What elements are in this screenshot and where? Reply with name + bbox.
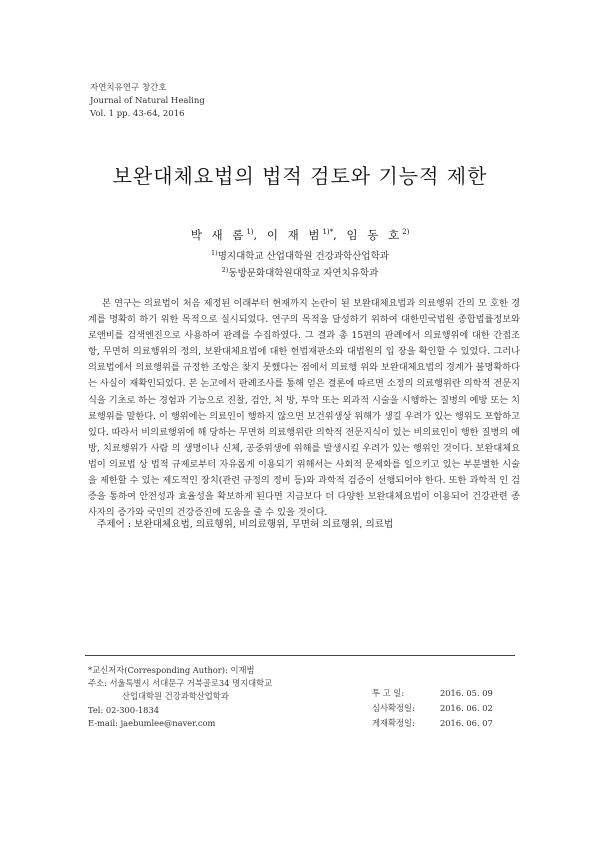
journal-volume: Vol. 1 pp. 43-64, 2016 [90, 109, 185, 119]
author-list [0, 227, 600, 243]
email-line [88, 717, 388, 730]
author-mark: 1) [246, 228, 254, 237]
date-value: 2016. 06. 07 [440, 718, 493, 728]
affiliation [0, 248, 600, 262]
affiliation [0, 265, 600, 279]
paper-title: 보완대체요법의 법적 검토와 기능적 제한 [112, 164, 488, 188]
abstract-line: 인 검증을 통하여 안전성과 효율성을 확보하게 된다면 지금보다 더 다양한 보완대체요법이 이용되어 [88, 475, 521, 503]
date-label: 게재확정일: [372, 718, 415, 728]
abstract [88, 296, 520, 521]
affiliation-mark: 2) [221, 265, 229, 274]
journal-header [90, 82, 205, 121]
abstract-line: 당하는 무면허 의료행위란 의학적 전문지식이 있는 비의료인이 행한 질병의 예방, 치료행위가 사람 [88, 426, 520, 454]
abstract-line: 본 연구는 의료법이 처음 제정된 이래부터 현재까지 논란이 된 보완대체요법과 의료행위 간의 모 [102, 298, 487, 309]
footnote-divider [85, 655, 515, 656]
abstract-line: 의 생명이나 신체, 공중위생에 위해를 발생시킬 우려가 있는 행위인 것이다. 보완대체요법이 의료법 [88, 442, 520, 470]
author-name: 임 동 호 [346, 228, 403, 242]
affiliation-text: 명지대학교 산업대학원 건강과학산업학과 [217, 251, 389, 262]
corresponding-author: *교신저자(Corresponding Author): 이재범 [88, 665, 255, 675]
date-value: 2016. 06. 02 [440, 703, 493, 713]
author-name: 박 새 롬 [190, 228, 247, 242]
address: 주소: 서울특별시 서대문구 거북골로34 명지대학교 [88, 678, 273, 689]
author-name: 이 재 범 [266, 228, 323, 242]
author-separator: , [333, 228, 347, 242]
abstract-line: 장을 확인할 수 있었다. 그러나 의료법에서 의료행위를 규정한 조항은 찾지 못했다는 점에서 의료행 [88, 346, 520, 374]
abstract-line: 종합법률정보와 로앤비를 검색엔진으로 사용하여 판례를 수집하였다. 그 결과 총 15편의 판례에서 [88, 314, 520, 342]
telephone: Tel: 02-300-1834 [88, 704, 160, 715]
keywords: 주제어 : 보완대체요법, 의료행위, 비의료행위, 무면허 의료행위, 의료법 [97, 519, 394, 530]
email-link[interactable]: jaebumlee@naver.com [120, 717, 216, 728]
footnote [88, 664, 388, 730]
abstract-line: 호한 경계를 명확히 하기 위한 목적으로 실시되었다. 연구의 목적을 달성하기 위하여 대한민국법원 [88, 298, 520, 326]
abstract-line: 결론에 따르면 소정의 의료행위란 의학적 전문지식을 기초로 하는 경험과 기능으로 진찰, 검안, 처 [88, 378, 520, 406]
abstract-line: 제한할 수 있는 제도적인 장치(관련 규정의 정비 등)와 과학적 검증이 선행되어야 한다. 또한 과학적 [99, 475, 497, 487]
affiliation-text: 동방문화대학원대학교 자연치유학과 [228, 268, 379, 279]
affiliation-mark: 1) [211, 248, 218, 257]
submission-dates [372, 686, 493, 731]
date-row [372, 686, 493, 701]
author-mark: 2) [402, 228, 410, 237]
author-separator: , [253, 228, 267, 242]
abstract-line: 방, 투약 또는 외과적 시술을 시행하는 질병의 예방 또는 치료행위를 말한다. 이 행위에는 의료인이 [88, 394, 520, 422]
abstract-line: 의료행위에 대한 간접조항, 무면허 의료행위의 정의, 보완대체요법에 대한 헌법재판소와 대법원의 입 [88, 330, 521, 358]
date-label: 심사확정일: [372, 703, 415, 713]
date-row [372, 716, 493, 731]
journal-name-english: Journal of Natural Healing [90, 96, 205, 106]
abstract-paragraph [88, 296, 520, 521]
abstract-line: 위와 보완대체요법의 경계가 불명확하다는 사실이 재확인되었다. 본 논고에서 판례조사를 통해 얻은 [88, 362, 521, 390]
author-mark: 1)* [322, 228, 334, 237]
date-row [372, 701, 493, 716]
email-label: E-mail: [88, 717, 121, 728]
journal-name-korean: 자연치유연구 창간호 [90, 83, 167, 93]
date-label: 투 고 일: [372, 688, 405, 698]
abstract-line: 상 법적 규제로부터 자유롭게 이용되기 위해서는 사회적 문제화를 일으키고 있는 부분별한 시술을 [88, 458, 521, 487]
abstract-line: 행하지 않으면 보건위생상 위해가 생길 우려가 있는 행위도 포함하고 있다. 따라서 비의료행위에 해 [88, 410, 520, 438]
abstract-line: 건강관련 종사자의 증가와 국민의 건강증진에 도움을 줄 수 있을 것이다. [88, 491, 521, 519]
date-value: 2016. 05. 09 [440, 688, 493, 698]
address-continued: 산업대학원 건강과학산업학과 [122, 691, 229, 702]
